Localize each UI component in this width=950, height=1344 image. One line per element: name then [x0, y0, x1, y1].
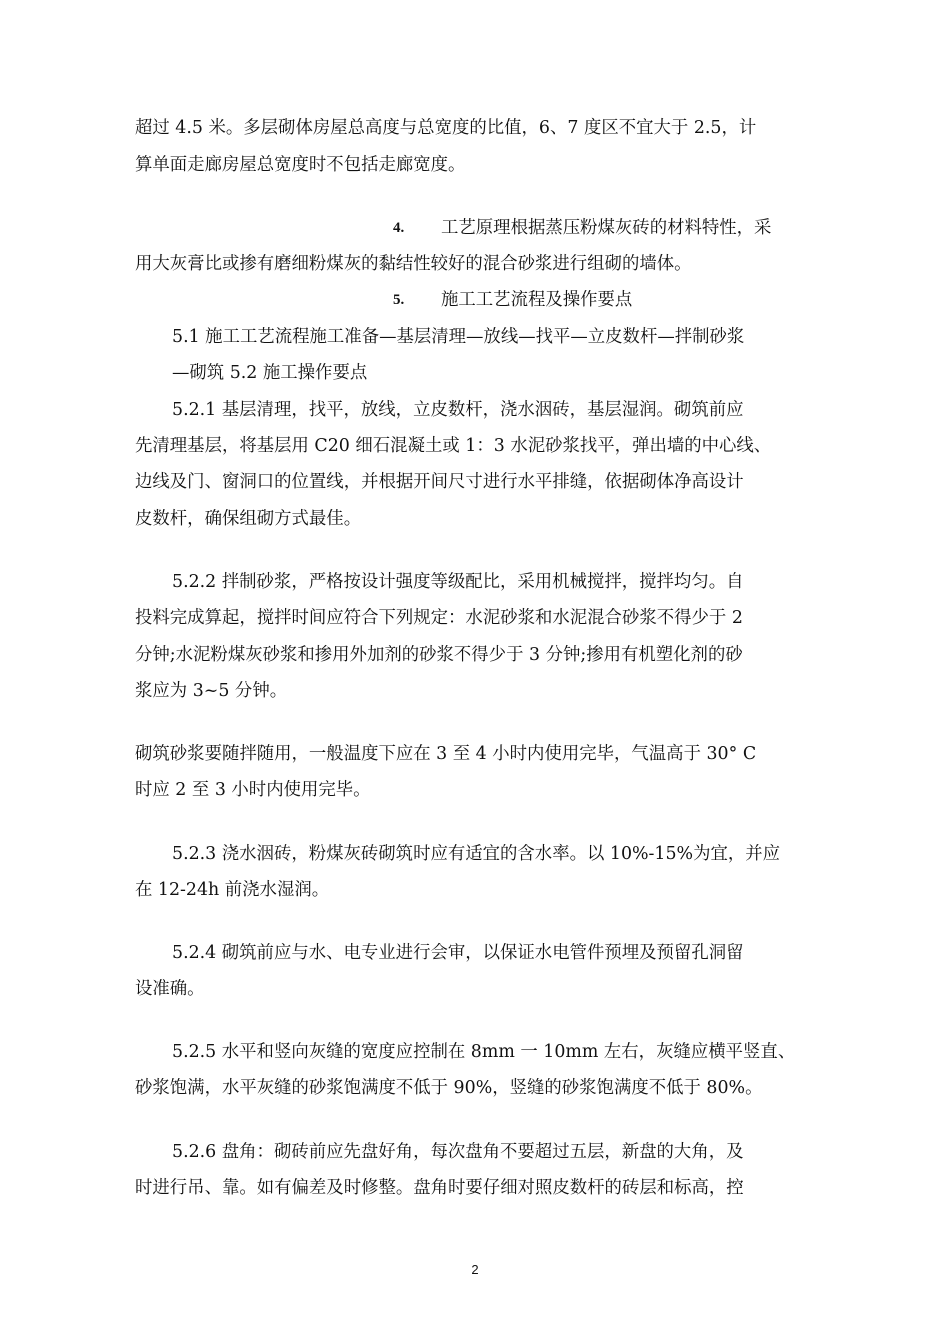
text-line: 时进行吊、靠。如有偏差及时修整。盘角时要仔细对照皮数杆的砖层和标高，控 [135, 1178, 744, 1198]
text-line: 砌筑砂浆要随拌随用，一般温度下应在 3 至 4 小时内使用完毕，气温高于 30° C [135, 744, 757, 764]
text-line: —砌筑 5.2 施工操作要点 [172, 363, 368, 383]
section-4-heading: 工艺原理根据蒸压粉煤灰砖的材料特性，采 [441, 218, 772, 238]
text-line: 5.2.5 水平和竖向灰缝的宽度应控制在 8mm 一 10mm 左右，灰缝应横平竖直、 [172, 1042, 796, 1062]
text-line: 分钟;水泥粉煤灰砂浆和掺用外加剂的砂浆不得少于 3 分钟;掺用有机塑化剂的砂 [135, 645, 743, 665]
text-line: 设准确。 [135, 979, 205, 999]
text-line: 5.1 施工工艺流程施工准备—基层清理—放线—找平—立皮数杆—拌制砂浆 [172, 327, 745, 347]
page-number: 2 [471, 1262, 479, 1277]
text-line: 皮数杆，确保组砌方式最佳。 [135, 509, 362, 529]
section-5-number: 5. [393, 292, 405, 308]
text-line: 5.2.1 基层清理，找平，放线，立皮数杆，浇水洇砖，基层湿润。砌筑前应 [172, 400, 744, 420]
section-5-heading: 施工工艺流程及操作要点 [441, 290, 633, 310]
text-line: 先清理基层，将基层用 C20 细石混凝土或 1：3 水泥砂浆找平，弹出墙的中心线、 [135, 436, 772, 456]
text-line: 5.2.6 盘角：砌砖前应先盘好角，每次盘角不要超过五层，新盘的大角，及 [172, 1142, 744, 1162]
text-line: 超过 4.5 米。多层砌体房屋总高度与总宽度的比值，6、7 度区不宜大于 2.5，计 [135, 118, 757, 138]
text-line: 算单面走廊房屋总宽度时不包括走廊宽度。 [135, 155, 466, 175]
section-4-number: 4. [393, 220, 405, 236]
text-line: 砂浆饱满，水平灰缝的砂浆饱满度不低于 90%，竖缝的砂浆饱满度不低于 80%。 [135, 1078, 763, 1098]
text-line: 5.2.4 砌筑前应与水、电专业进行会审，以保证水电管件预埋及预留孔洞留 [172, 943, 744, 963]
text-line: 边线及门、窗洞口的位置线，并根据开间尺寸进行水平排缝，依据砌体净高设计 [135, 472, 744, 492]
text-line: 投料完成算起，搅拌时间应符合下列规定：水泥砂浆和水泥混合砂浆不得少于 2 [135, 608, 743, 628]
text-line: 浆应为 3~5 分钟。 [135, 681, 288, 701]
text-line: 在 12-24h 前浇水湿润。 [135, 880, 330, 900]
text-line: 5.2.2 拌制砂浆，严格按设计强度等级配比，采用机械搅拌，搅拌均匀。自 [172, 572, 744, 592]
text-line: 时应 2 至 3 小时内使用完毕。 [135, 780, 371, 800]
text-line: 用大灰膏比或掺有磨细粉煤灰的黏结性较好的混合砂浆进行组砌的墙体。 [135, 254, 692, 274]
text-line: 5.2.3 浇水洇砖，粉煤灰砖砌筑时应有适宜的含水率。以 10%-15%为宜，并应 [172, 844, 781, 864]
